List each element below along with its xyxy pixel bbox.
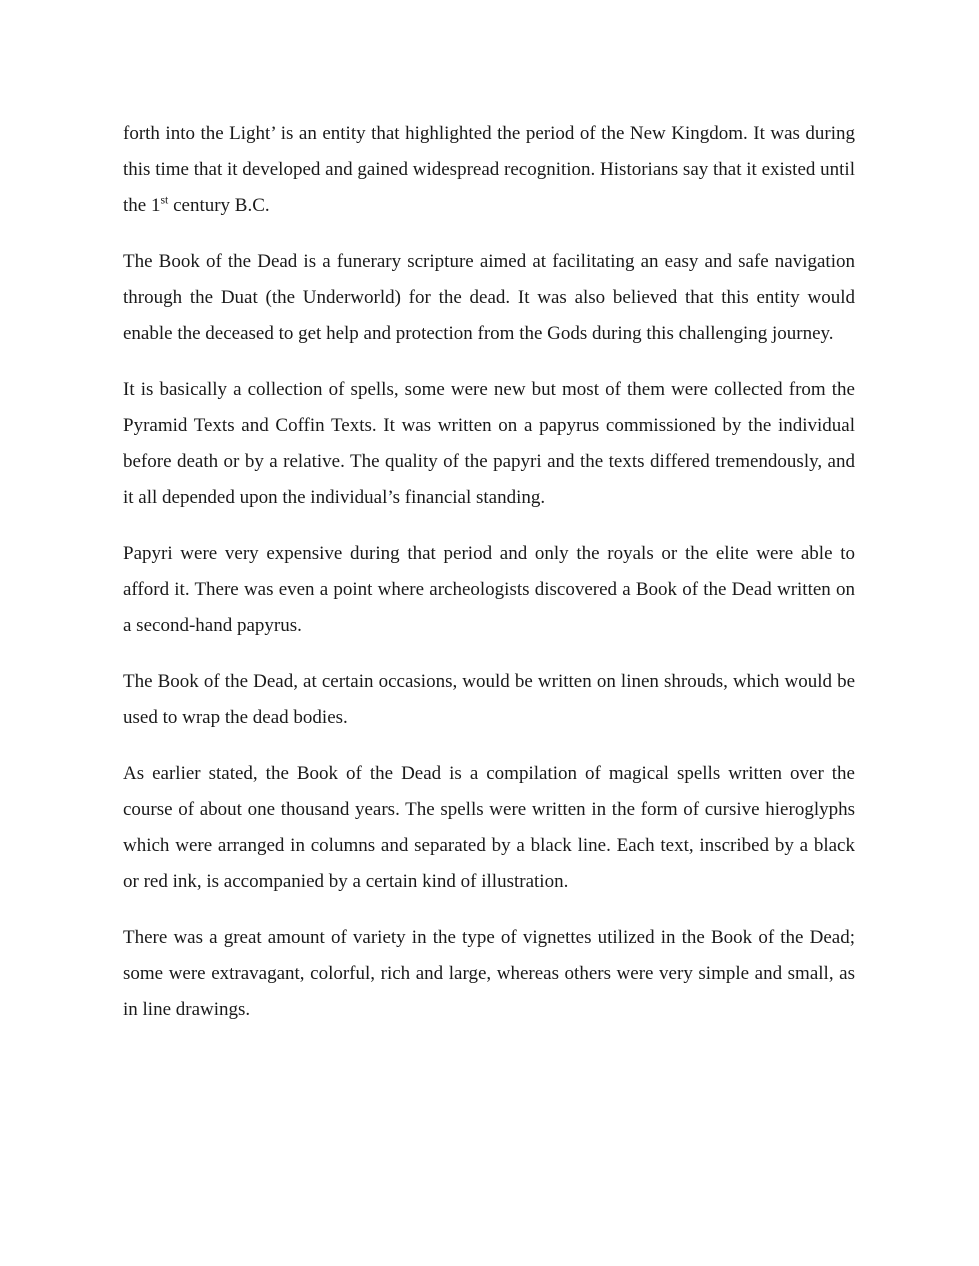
paragraph-linen-shrouds: The Book of the Dead, at certain occasions, would be written on linen shrouds, which would be used to wrap the dead bodies. — [123, 671, 855, 728]
paragraph-magical-spells: As earlier stated, the Book of the Dead is a compilation of magical spells written over the course of about one thousand years. The spells were written in the form of cursive hieroglyphs which were arranged in columns and separated by a black line. Each text, inscribed by a black or red ink, is accompanied by a certain kind of illustration. — [123, 763, 855, 892]
paragraph-new-kingdom-text: forth into the Light’ is an entity that highlighted the period of the New Kingdom. It was during this time that it developed and gained widespread recognition. Historians say that it existed until the 1 — [123, 123, 855, 216]
paragraph-papyri-expensive: Papyri were very expensive during that period and only the royals or the elite were able to afford it. There was even a point where archeologists discovered a Book of the Dead written on a second-hand papyrus. — [123, 543, 855, 636]
paragraph-new-kingdom — [123, 116, 855, 224]
paragraph-new-kingdom-tail: century B.C. — [168, 195, 270, 216]
paragraph-vignettes: There was a great amount of variety in the type of vignettes utilized in the Book of the Dead; some were extravagant, colorful, rich and large, whereas others were very simple and small, as in line drawings. — [123, 927, 855, 1020]
superscript-ordinal: st — [160, 193, 169, 207]
paragraph-funerary-scripture: The Book of the Dead is a funerary scripture aimed at facilitating an easy and safe navigation through the Duat (the Underworld) for the dead. It was also believed that this entity would enable the deceased to get help and protection from the Gods during this challenging journey. — [123, 251, 855, 344]
paragraph-collection-of-spells: It is basically a collection of spells, some were new but most of them were collected from the Pyramid Texts and Coffin Texts. It was written on a papyrus commissioned by the individual before death or by a relative. The quality of the papyri and the texts differed tremendously, and it all depended upon the individual’s financial standing. — [123, 379, 855, 508]
document-body — [123, 116, 855, 1028]
